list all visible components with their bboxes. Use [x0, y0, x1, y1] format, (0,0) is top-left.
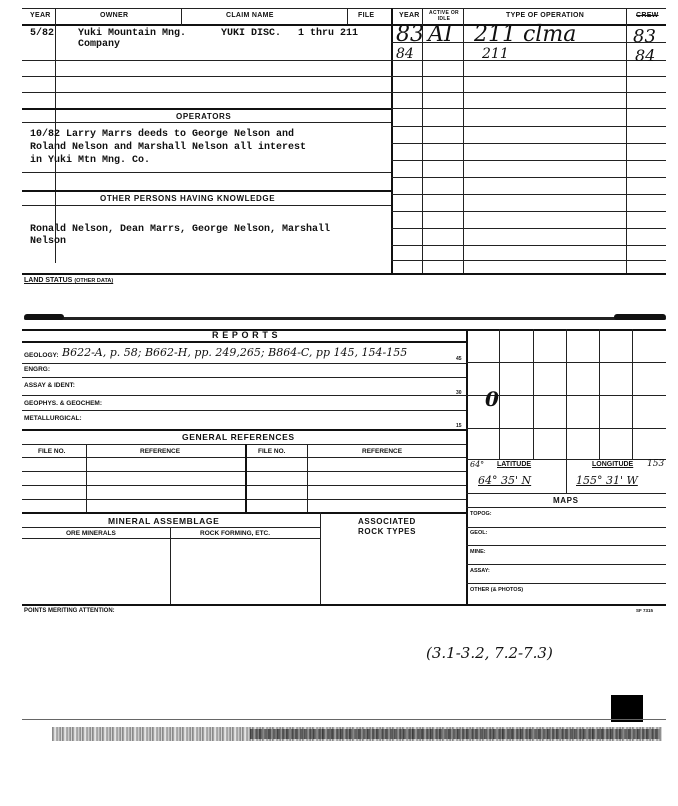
- op-row-2-crew: 84: [635, 46, 656, 65]
- refs-col-reference-2: REFERENCE: [362, 448, 403, 455]
- edge-number-30: 30: [456, 390, 462, 396]
- op-row-1-active: AI: [428, 22, 453, 47]
- owner-entry-file: 1 thru 211: [298, 28, 359, 39]
- header-claim-name: CLAIM NAME: [226, 12, 274, 19]
- maps-topog: TOPOG:: [470, 511, 492, 517]
- latitude-label: LATITUDE: [497, 461, 532, 468]
- refs-col-file-1: FILE NO.: [38, 448, 66, 455]
- refs-col-file-2: FILE NO.: [258, 448, 286, 455]
- knowledge-title: OTHER PERSONS HAVING KNOWLEDGE: [100, 194, 276, 203]
- reports-title: R E P O R T S: [212, 330, 279, 340]
- longitude-label: LONGITUDE: [592, 461, 634, 468]
- operators-title: OPERATORS: [176, 112, 232, 121]
- operators-line-3: in Yuki Mtn Mng. Co.: [30, 155, 151, 166]
- geophys-label: GEOPHYS. & GEOCHEM:: [24, 400, 103, 407]
- handwritten-reference-note: (3.1-3.2, 7.2-7.3): [426, 644, 553, 662]
- scan-black-block: [611, 695, 643, 722]
- ore-minerals-label: ORE MINERALS: [66, 530, 116, 537]
- marker-stroke-right: [614, 314, 666, 320]
- edge-number-15: 15: [456, 423, 462, 429]
- land-status-text: LAND STATUS: [24, 277, 73, 284]
- operators-line-1: 10/82 Larry Marrs deeds to George Nelson and: [30, 129, 295, 140]
- maps-title: MAPS: [553, 496, 579, 505]
- general-references-title: GENERAL REFERENCES: [182, 432, 295, 442]
- header-crew: CREW: [636, 12, 659, 19]
- op-row-2-type: 211: [482, 46, 509, 62]
- scan-noise-band-dark: [250, 729, 660, 739]
- assoc-rock-line1: ASSOCIATED: [358, 517, 416, 526]
- operators-line-2: Roland Nelson and Marshall Nelson all interest: [30, 142, 307, 153]
- header-file: FILE: [358, 12, 375, 19]
- knowledge-line-1: Ronald Nelson, Dean Marrs, George Nelson, Marshall: [30, 224, 331, 235]
- header-year: YEAR: [30, 12, 51, 19]
- geology-label: GEOLOGY:: [24, 352, 59, 359]
- op-row-2-year: 84: [396, 46, 414, 62]
- points-meriting-attention: POINTS MERITING ATTENTION:: [24, 608, 115, 614]
- geology-value: B622-A, p. 58; B662-H, pp. 249,265; B864-C, pp 145, 154-155: [62, 346, 408, 359]
- land-status-label: [24, 277, 113, 284]
- form-code: SF 7315: [636, 608, 654, 613]
- land-status-sub: (OTHER DATA): [74, 278, 114, 284]
- lon-degree: 153: [647, 459, 665, 469]
- marker-stroke: [24, 317, 666, 320]
- maps-assay: ASSAY:: [470, 568, 490, 574]
- mineral-assemblage-title: MINERAL ASSEMBLAGE: [108, 516, 220, 526]
- op-row-1-year: 83: [396, 22, 424, 47]
- rock-forming-label: ROCK FORMING, ETC.: [200, 530, 271, 537]
- maps-mine: MINE:: [470, 549, 486, 555]
- op-row-1-type: 211 clma: [474, 22, 577, 47]
- header-active-idle: ACTIVE OR IDLE: [429, 10, 459, 22]
- metallurgical-label: METALLURGICAL:: [24, 415, 82, 422]
- grid-location-mark: 0: [485, 387, 499, 411]
- marker-stroke-left: [24, 314, 64, 320]
- maps-geol: GEOL:: [470, 530, 488, 536]
- refs-col-reference-1: REFERENCE: [140, 448, 181, 455]
- lat-degree: 64°: [470, 460, 485, 469]
- assoc-rock-line2: ROCK TYPES: [358, 527, 417, 536]
- op-row-1-crew: 83: [633, 26, 656, 47]
- owner-entry-year: 5/82: [30, 28, 55, 39]
- owner-entry-claim: YUKI DISC.: [221, 28, 282, 39]
- owner-entry-owner-line2: Company: [78, 39, 121, 50]
- edge-number-45: 45: [456, 356, 462, 362]
- engrg-label: ENGRG:: [24, 366, 50, 373]
- header-owner: OWNER: [100, 12, 129, 19]
- assay-label: ASSAY & IDENT:: [24, 382, 75, 389]
- maps-other: OTHER (& PHOTOS): [470, 587, 524, 593]
- knowledge-line-2: Nelson: [30, 236, 67, 247]
- longitude-value: 155° 31' W: [576, 474, 638, 487]
- latitude-value: 64° 35' N: [478, 474, 532, 487]
- header-type-of-operation: TYPE OF OPERATION: [506, 12, 585, 19]
- header-year-right: YEAR: [399, 12, 420, 19]
- owner-entry-owner-line1: Yuki Mountain Mng.: [78, 28, 187, 39]
